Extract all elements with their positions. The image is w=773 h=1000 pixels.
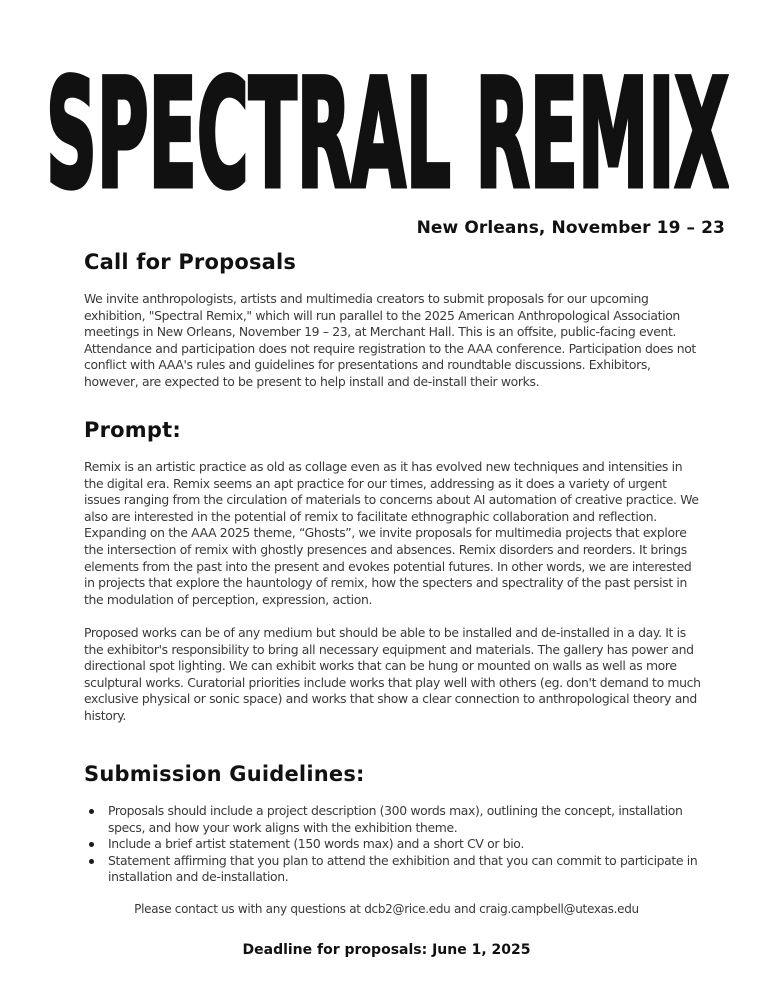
call-for-proposals-heading: Call for Proposals — [84, 250, 297, 274]
prompt-paragraph-1: Remix is an artistic practice as old as collage even as it has evolved new techniques and intensities in the digital era. Remix seems an apt practice for our times, addressing as it does a variety of urgent issues ranging from the circulation of materials to concerns about AI automation of creative practice. We also are interested in the potential of remix to facilitate ethnographic collaboration and reflection. Expanding on the AAA 2025 theme, “Ghosts”, we invite proposals for multimedia projects that explore the intersection of remix with ghostly presences and absences. Remix disorders and reorders. It brings elements from the past into the present and evokes potential futures. In other words, we are interested in projects that explore the hauntology of remix, how the specters and spectrality of the past persist in the modulation of perception, expression, action. — [84, 459, 699, 607]
call-for-proposals-body: We invite anthropologists, artists and multimedia creators to submit proposals for our upcoming exhibition, "Spectral Remix," which will run parallel to the 2025 American Anthropological Association meetings in New Orleans, November 19 – 23, at Merchant Hall. This is an offsite, public-facing event. Attendance and participation does not require registration to the AAA conference. Participation does not conflict with AAA's rules and guidelines for presentations and roundtable discussions. Exhibitors, however, are expected to be present to help install and de-install their works. — [84, 291, 696, 389]
poster-title — [46, 36, 729, 216]
guideline-item: Include a brief artist statement (150 words max) and a short CV or bio. — [84, 836, 704, 853]
prompt-paragraph-2: Proposed works can be of any medium but should be able to be installed and de-installed in a day. It is the exhibitor's responsibility to bring all necessary equipment and materials. The gallery has power and directional spot lighting. We can exhibit works that can be hung or mounted on walls as well as more sculptural works. Curatorial priorities include works that play well with others (eg. don't demand to much exclusive physical or sonic space) and works that show a clear connection to anthropological theory and history. — [84, 625, 701, 723]
prompt-heading: Prompt: — [84, 418, 181, 442]
submission-guidelines-list — [84, 803, 704, 886]
deadline-line: Deadline for proposals: June 1, 2025 — [242, 942, 531, 958]
poster-title-text: SPECTRAL REMIX — [46, 48, 729, 216]
contact-line: Please contact us with any questions at dcb2@rice.edu and craig.campbell@utexas.edu — [134, 902, 639, 916]
event-location-date: New Orleans, November 19 – 23 — [416, 218, 725, 238]
poster-title-graphic — [46, 36, 729, 216]
guideline-item: Statement affirming that you plan to attend the exhibition and that you can commit to participate in installation and de-installation. — [84, 853, 704, 886]
submission-guidelines-heading: Submission Guidelines: — [84, 762, 365, 786]
guideline-item: Proposals should include a project description (300 words max), outlining the concept, installation specs, and how your work aligns with the exhibition theme. — [84, 803, 704, 836]
